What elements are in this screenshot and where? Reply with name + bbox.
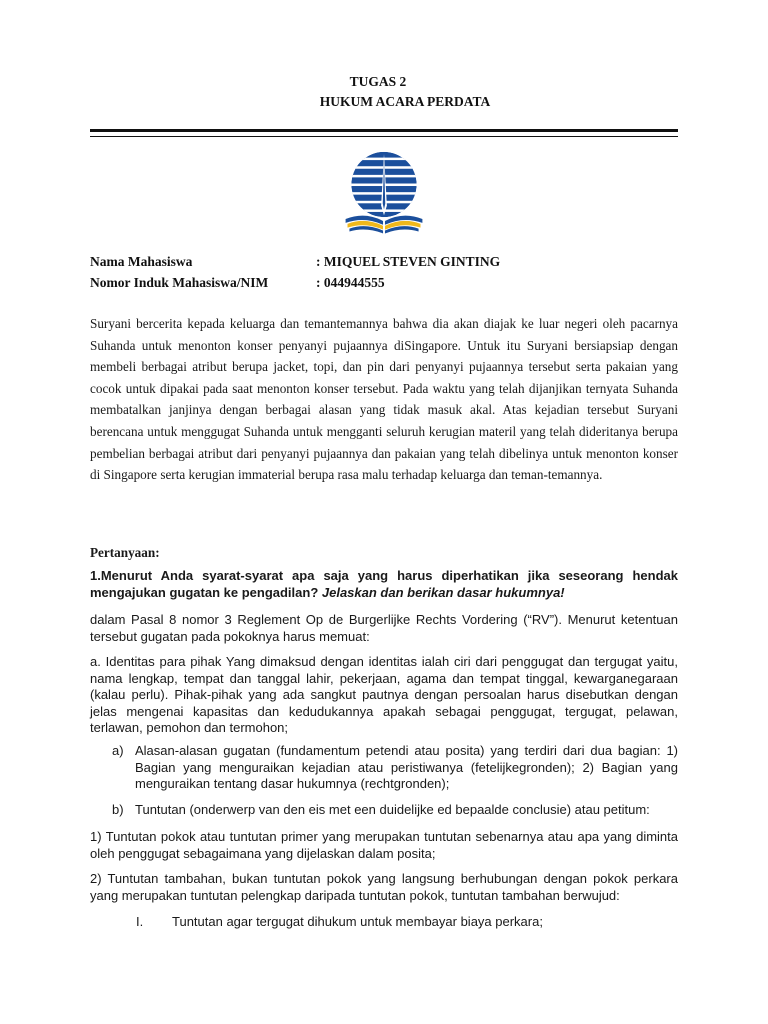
- roman-list-item-1-text: Tuntutan agar tergugat dihukum untuk membayar biaya perkara;: [172, 914, 543, 929]
- student-nim-row: [90, 272, 690, 293]
- question-1-text: 1.Menurut Anda syarat-syarat apa saja yang harus diperhatikan jika seseorang hendak mengajukan gugatan ke pengadilan?: [90, 568, 678, 600]
- course-title: HUKUM ACARA PERDATA: [319, 94, 491, 109]
- student-name-value: : MIQUEL STEVEN GINTING: [316, 254, 501, 269]
- student-nim-label: Nomor Induk Mahasiswa/NIM: [90, 275, 269, 290]
- answer-point-2: 2) Tuntutan tambahan, bukan tuntutan pokok yang langsung berhubungan dengan pokok perkara yang merupakan tuntutan pelengkap daripada tuntutan pokok, tuntutan tambahan berwujud:: [90, 871, 678, 903]
- header-rule-thin: [90, 136, 678, 137]
- student-name-row: [90, 251, 690, 272]
- student-name-label: Nama Mahasiswa: [90, 254, 193, 269]
- header-rule-thick: [90, 129, 678, 132]
- question-1-emphasis: Jelaskan dan berikan dasar hukumnya!: [321, 585, 565, 600]
- student-nim-value: : 044944555: [316, 275, 385, 290]
- assignment-title: TUGAS 2: [349, 74, 407, 89]
- questions-heading: Pertanyaan:: [90, 545, 160, 560]
- student-identity: [90, 251, 690, 293]
- roman-list-item-1-marker: I.: [136, 914, 144, 929]
- answer-intro: dalam Pasal 8 nomor 3 Reglement Op de Burgerlijke Rechts Vordering (“RV”). Menurut ketentuan tersebut gugatan pada pokoknya harus memuat:: [90, 612, 678, 644]
- university-logo-icon: [336, 148, 432, 244]
- list-item-b-marker: b): [112, 802, 124, 817]
- case-paragraph: Suryani bercerita kepada keluarga dan temantemannya bahwa dia akan diajak ke luar negeri oleh pacarnya Suhanda untuk menonton konser penyanyi pujaannya diSingapore. Untuk itu Suryani bersiapsiap dengan membeli berbagai atribut berupa jacket, topi, dan pin dari penyanyi pujaannya tersebut serta pakaian yang cocok untuk dipakai pada saat menonton konser tersebut. Pada waktu yang telah dijanjikan ternyata Suhanda membatalkan janjinya dengan berbagai alasan yang tidak masuk akal. Atas kejadian tersebut Suryani berencana untuk menggugat Suhanda untuk mengganti seluruh kerugian materil yang telah dideritanya berupa pembelian berbagai atribut dari penyanyi pujaannya dan pakaian yang telah dibelinya untuk menonton konser di Singapore serta kerugian immaterial berupa rasa malu terhadap keluarga dan teman-temannya.: [90, 316, 678, 483]
- answer-point-a: a. Identitas para pihak Yang dimaksud dengan identitas ialah ciri dari penggugat dan tergugat yaitu, nama lengkap, tempat dan tanggal lahir, pekerjaan, agama dan tempat tinggal, kewarganegaraan (kalau perlu). Pihak-pihak yang ada sangkut pautnya dengan persoalan harus disebutkan dengan jelas mengenai kapasitas dan kedudukannya apakah sebagai penggugat, tergugat, pelawan, terlawan, pemohon dan termohon;: [90, 654, 678, 735]
- list-item-a-marker: a): [112, 743, 124, 758]
- answer-point-1: 1) Tuntutan pokok atau tuntutan primer yang merupakan tuntutan sebenarnya atau apa yang diminta oleh penggugat sebagaimana yang dijelaskan dalam posita;: [90, 829, 678, 861]
- question-1: [90, 567, 678, 601]
- list-item-a-text: Alasan-alasan gugatan (fundamentum petendi atau posita) yang terdiri dari dua bagian: 1) Bagian yang menguraikan kejadian atau peristiwanya (fetelijkegronden); 2) Bagian yang menguraikan tentang dasar hukumnya (rechtgronden);: [135, 743, 678, 791]
- list-item-b-text: Tuntutan (onderwerp van den eis met een duidelijke ed bepaalde conclusie) atau petitum:: [135, 802, 650, 817]
